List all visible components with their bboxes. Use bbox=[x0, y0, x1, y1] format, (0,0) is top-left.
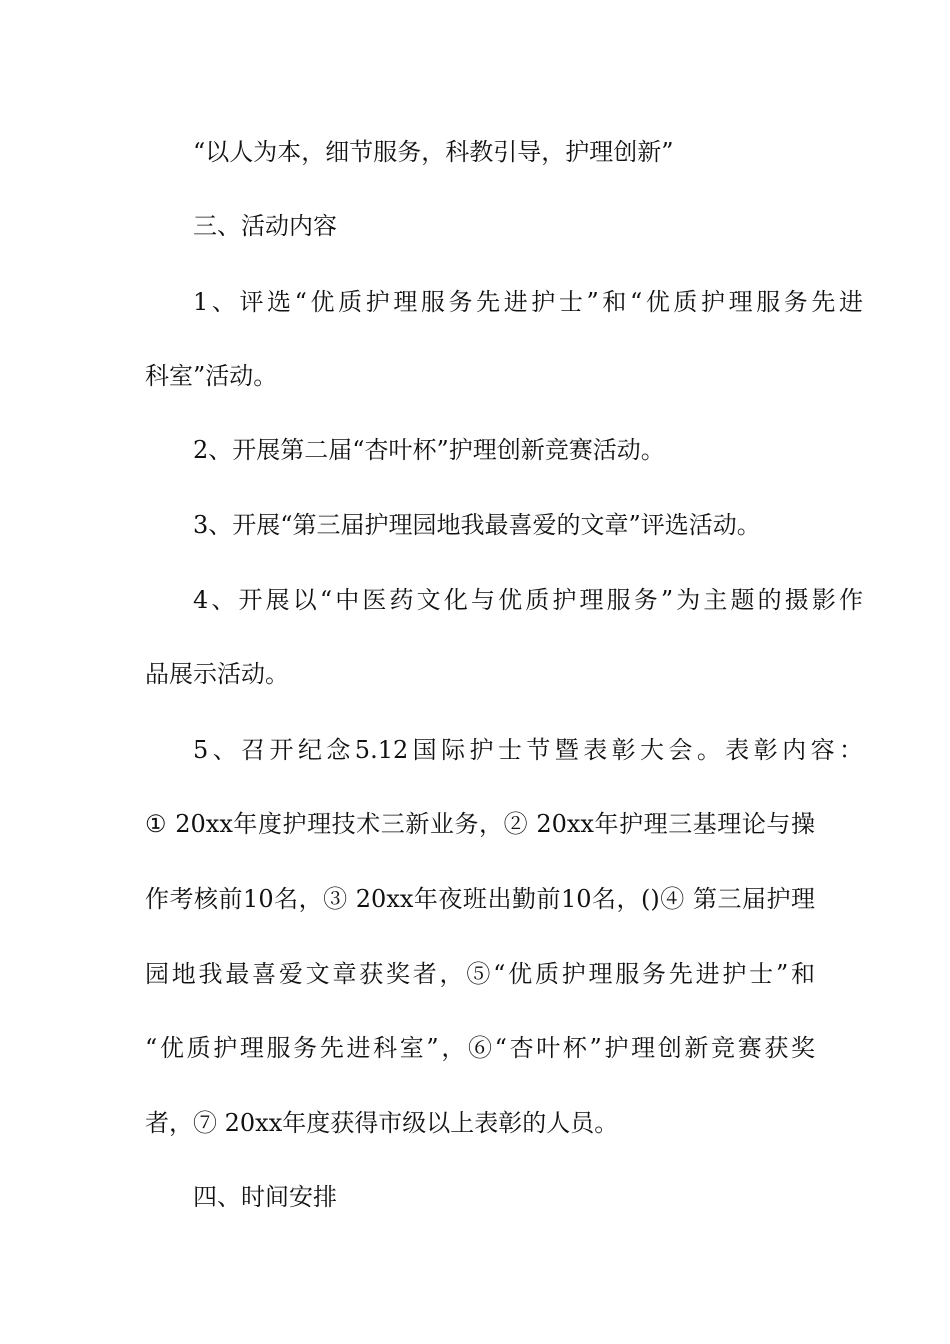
paragraph-line: 作考核前10名，③ 20xx年夜班出勤前10名，()④ 第三届护理 bbox=[145, 885, 815, 913]
paragraph-line: 2、开展第二届“杏叶杯”护理创新竞赛活动。 bbox=[193, 436, 665, 464]
section-heading-schedule: 四、时间安排 bbox=[193, 1183, 337, 1211]
slogan-line: “以人为本，细节服务，科教引导，护理创新” bbox=[193, 138, 674, 166]
paragraph-line: 4、开展以“中医药文化与优质护理服务”为主题的摄影作 bbox=[193, 586, 863, 614]
paragraph-line: 5、召开纪念5.12国际护士节暨表彰大会。表彰内容： bbox=[193, 736, 863, 764]
paragraph-line: 园地我最喜爱文章获奖者，⑤“优质护理服务先进护士”和 bbox=[145, 960, 815, 988]
paragraph-line: 品展示活动。 bbox=[145, 660, 289, 688]
paragraph-line: 1、评选“优质护理服务先进护士”和“优质护理服务先进 bbox=[193, 288, 863, 316]
paragraph-line: ① 20xx年度护理技术三新业务，② 20xx年护理三基理论与操 bbox=[145, 810, 815, 838]
paragraph-line: “优质护理服务先进科室”，⑥“杏叶杯”护理创新竞赛获奖 bbox=[145, 1034, 815, 1062]
paragraph-line: 科室”活动。 bbox=[145, 362, 278, 390]
paragraph-line: 者，⑦ 20xx年度获得市级以上表彰的人员。 bbox=[145, 1109, 619, 1137]
section-heading-activities: 三、活动内容 bbox=[193, 212, 337, 240]
paragraph-line: 3、开展“第三届护理园地我最喜爱的文章”评选活动。 bbox=[193, 511, 761, 539]
